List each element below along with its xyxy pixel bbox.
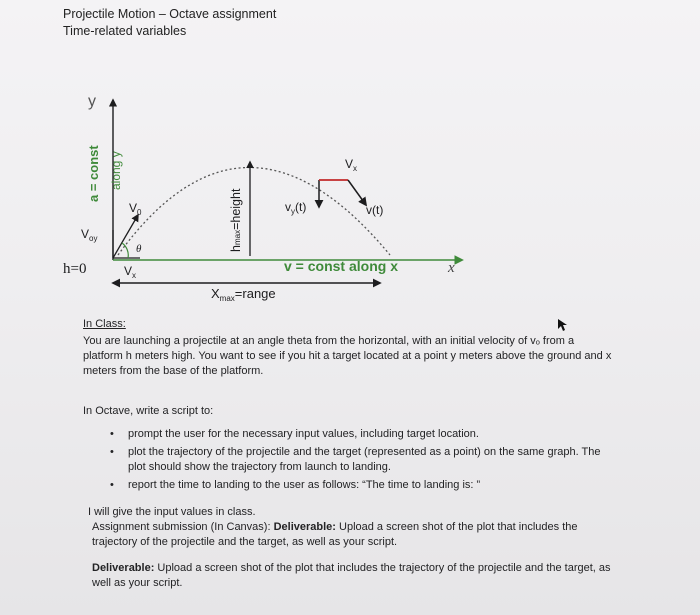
bullet-icon: • — [110, 479, 114, 491]
intro-paragraph: You are launching a projectile at an angle theta from the horizontal, with an initial velocity of vₒ from a platform h meters high. You want to see if you hit a target located at a point y meters above the ground and x meters from the base of the platform. — [83, 335, 612, 377]
list-item: • plot the trajectory of the projectile and the target (represented as a point) on the same graph. The plot should show the trajectory from launch to landing. — [110, 446, 601, 473]
v0-vector — [113, 215, 138, 258]
v-const-label: v = const along x — [284, 258, 398, 274]
note-along-y: along y — [109, 151, 123, 190]
submission-paragraph-1: Assignment submission (In Canvas): Deliverable: Upload a screen shot of the plot that includes the trajectory of the projectile and the target, as well as your script. — [92, 521, 578, 548]
mouse-cursor-icon — [557, 318, 569, 332]
theta-label: θ — [136, 243, 142, 255]
submission-paragraph-2: Deliverable: Upload a screen shot of the plot that includes the trajectory of the projectile and the target, as well as your script. — [92, 562, 611, 589]
xmax-label: $X_{max}=range$ — [211, 286, 276, 303]
h0-label: h=0 — [63, 261, 87, 277]
octave-intro: In Octave, write a script to: — [83, 405, 214, 417]
page-title: Projectile Motion – Octave assignment — [63, 7, 277, 21]
document-header — [63, 6, 276, 40]
bullet-icon: • — [110, 446, 114, 458]
task-list — [110, 427, 618, 493]
vt-label: v(t) — [366, 203, 384, 217]
y-axis-label: y — [88, 93, 96, 110]
theta-arc — [122, 243, 128, 258]
projectile-diagram — [0, 80, 700, 310]
in-class-heading: In Class: — [83, 318, 126, 330]
v0-label: $V_0$ — [129, 201, 142, 217]
list-item: • prompt the user for the necessary input values, including target location. — [110, 428, 479, 440]
vx-top-label: $V_x$ — [345, 157, 358, 173]
note-a-const: a = const — [86, 145, 101, 202]
bullet-icon: • — [110, 428, 114, 440]
x-axis-label: x — [448, 260, 455, 276]
page-subtitle: Time-related variables — [63, 24, 187, 38]
vyt-label: $v_y(t)$ — [285, 200, 307, 216]
hmax-label: hmax=height — [229, 188, 243, 252]
list-item: • report the time to landing to the user as follows: “The time to landing is: ” — [110, 479, 481, 491]
voy-label: $V_{oy}$ — [81, 227, 98, 243]
input-note: I will give the input values in class. — [88, 506, 256, 518]
vt-vector — [348, 180, 366, 205]
vx-label: $V_x$ — [124, 264, 137, 280]
